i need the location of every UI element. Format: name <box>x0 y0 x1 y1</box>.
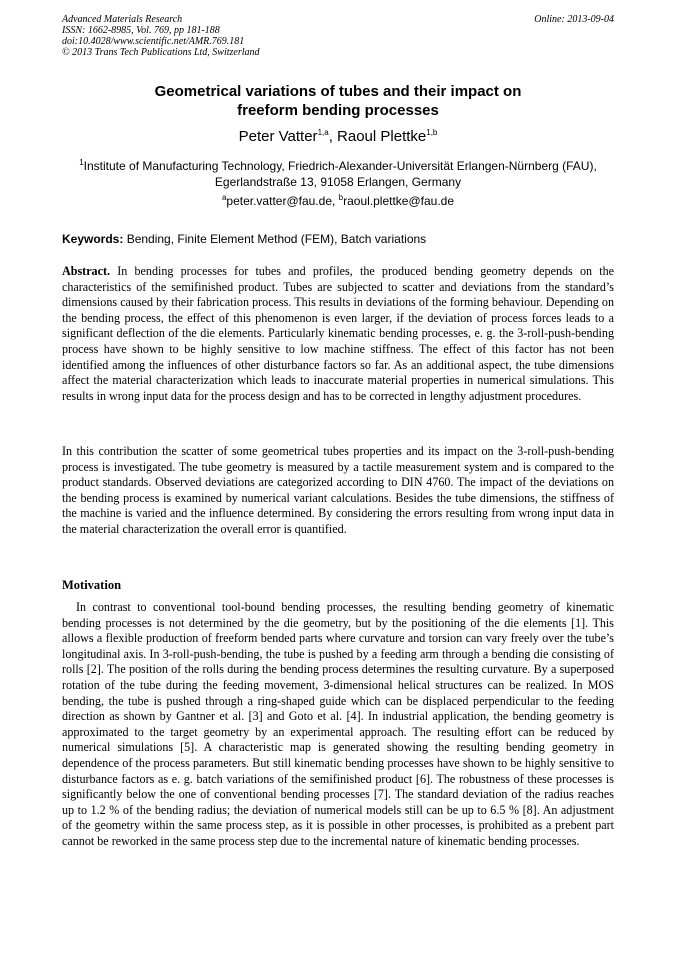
email-b: raoul.plettke@fau.de <box>343 194 455 208</box>
affiliation <box>62 158 614 190</box>
keywords <box>62 231 614 247</box>
journal-name: Advanced Materials Research <box>62 14 183 25</box>
abstract <box>62 264 614 404</box>
email-a: peter.vatter@fau.de, <box>226 194 339 208</box>
title-line-1: Geometrical variations of tubes and their impact on <box>154 83 522 100</box>
motivation-paragraph: In contrast to conventional tool-bound bending processes, the resulting bending geometry of kinematic bending processes is not determined by the die geometry, but by the positioning of the die elements [1]. This allows a flexible production of freeform bended parts where curvature and torsion can vary freely over the tube’s longitudinal axis. In 3-roll-push-bending, the tube is pushed by a feeding arm through a bending die consisting of rolls [2]. The position of the rolls during the bending process determines the resulting curvature. By a superposed rotation of the tube during the feeding movement, 3-dimensional helical structures can be realized. In MOS bending, the tube is pushed through a ring-shaped guide which can be displaced perpendicular to the feeding direction as shown by Gantner et al. [3] and Goto et al. [4]. In industrial application, the bending geometry is approximated to the target geometry by an experimental approach. The resulting effort can be reduced by numerical simulations [5]. A characteristic map is generated showing the resulting bending geometry in dependence of the process parameters. But still kinematic bending processes have shown to be highly sensitive to disturbance factors as e. g. batch variations of the semifinished product [6]. The robustness of these processes is significantly below the one of conventional bending processes [7]. The standard deviation of the radius reaches up to 1.2 % of the bending radius; the deviation of numerical models still can be up to 6.5 % [8]. An adjustment of the geometry within the same process step, as it is possible in other processes, is prohibited as a prebent part cannot be reworked in the same process step due to the incremental nature of kinematic bending processes. <box>62 600 614 848</box>
journal-header <box>62 14 260 58</box>
affil-line-1: Institute of Manufacturing Technology, Friedrich-Alexander-Universität Erlangen-Nürnberg (FAU), <box>83 159 597 173</box>
affil-marker: 1 <box>79 158 84 167</box>
author-separator: , <box>328 128 338 145</box>
author-2: Raoul Plettke <box>337 128 427 145</box>
paper-title <box>62 82 614 120</box>
abstract-paragraph-2: In this contribution the scatter of some geometrical tubes properties and its impact on the 3-roll-push-bending process is investigated. The tube geometry is measured by a tactile measurement system and is compared to the product standards. Observed deviations are categorized according to DIN 4760. The impact of the deviations on the bending process is examined by numerical variant calculations. Besides the tube dimensions, the stiffness of the machine is varied and the influence determined. By considering the errors resulting from wrong input data in the material characterization the overall error is quantified. <box>62 444 614 536</box>
email-a-marker: a <box>221 193 227 202</box>
doi-line: doi:10.4028/www.scientific.net/AMR.769.181 <box>62 36 245 47</box>
copyright-line: © 2013 Trans Tech Publications Ltd, Switzerland <box>62 47 260 58</box>
author-2-affil: 1,b <box>426 128 438 137</box>
online-date: Online: 2013-09-04 <box>534 14 614 25</box>
section-heading-motivation: Motivation <box>62 578 122 592</box>
emails <box>62 193 614 209</box>
issn-line: ISSN: 1662-8985, Vol. 769, pp 181-188 <box>62 25 220 36</box>
affil-line-2: Egerlandstraße 13, 91058 Erlangen, Germany <box>214 175 462 189</box>
authors <box>62 128 614 146</box>
title-line-2: freeform bending processes <box>237 102 439 119</box>
email-b-marker: b <box>338 193 344 202</box>
keywords-list: Bending, Finite Element Method (FEM), Batch variations <box>123 232 427 246</box>
author-1: Peter Vatter <box>238 128 318 145</box>
abstract-label: Abstract. <box>62 264 111 278</box>
abstract-text: In bending processes for tubes and profiles, the produced bending geometry depends on the characteristics of the semifinished product. Tubes are subjected to scatter and deviations from the standard’s dimensions caused by their fabrication process. This results in deviations of the forming behaviour. Depending on the bending process, the effect of this phenomenon is even larger, if the deviation of process forces leads to a significant deflection of the die elements. Particularly kinematic bending processes, e. g. the 3-roll-push-bending process have shown to be highly sensitive to low machine stiffness. The effect of this factor has not been identified among the influences of other disturbance factors so far. As an additional aspect, the tube dimensions affect the material characterization which leads to inaccurate material properties in numerical simulations. This results in wrong input data for the process design and has to be corrected in lengthy adjustment procedures. <box>62 264 614 403</box>
keywords-label: Keywords: <box>62 232 124 246</box>
author-1-affil: 1,a <box>317 128 329 137</box>
